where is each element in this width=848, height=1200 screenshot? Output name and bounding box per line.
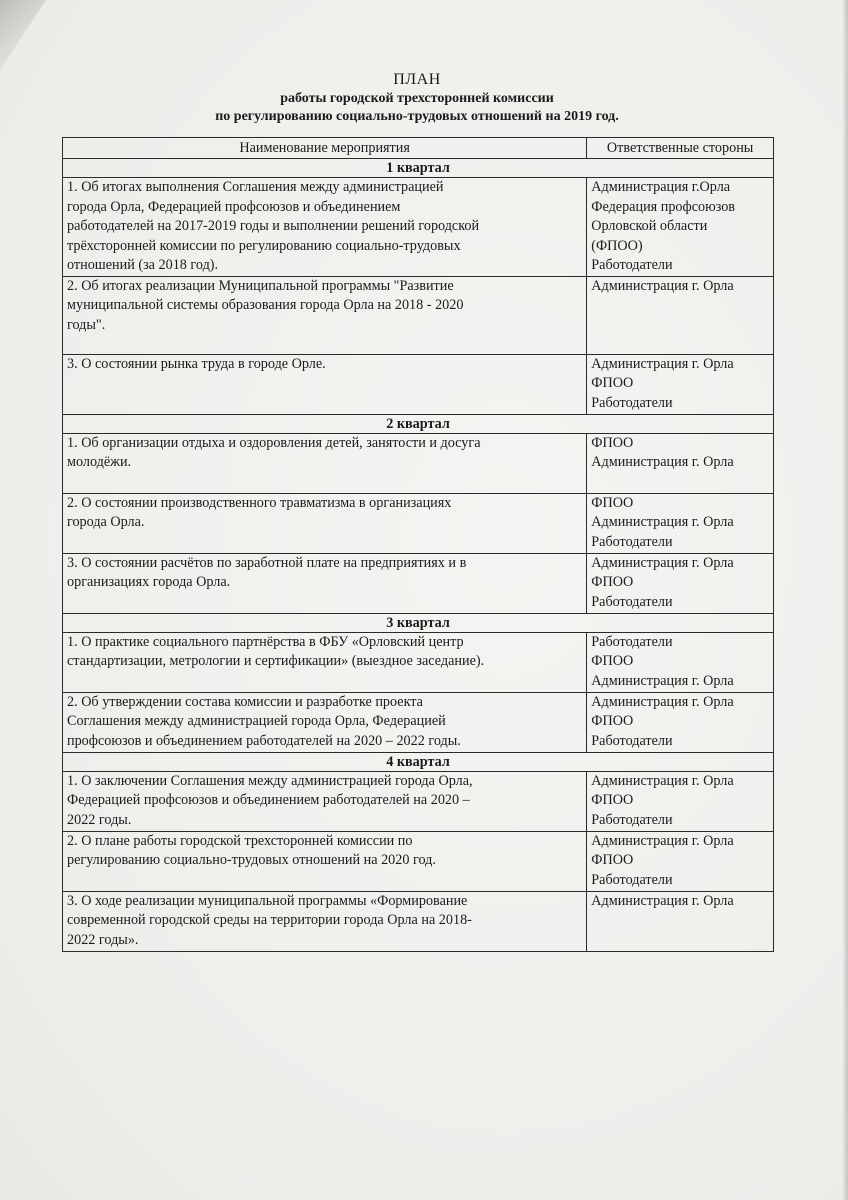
quarter-row xyxy=(63,159,774,178)
plan-table-body xyxy=(63,159,774,952)
event-text-line: стандартизации, метрологии и сертификации» (выездное заседание). xyxy=(67,653,485,669)
event-text-line: работодателей на 2017-2019 годы и выполнении решений городской xyxy=(67,218,480,234)
party-name: Работодатели xyxy=(591,394,673,411)
event-text-line: 3. О состоянии расчётов по заработной плате на предприятиях и в xyxy=(67,554,467,571)
party-name: Работодатели xyxy=(591,593,673,610)
event-text-line: 2. Об итогах реализации Муниципальной программы "Развитие xyxy=(67,277,454,294)
plan-table xyxy=(62,137,774,952)
document-subtitle-line-1: работы городской трехсторонней комиссии xyxy=(280,91,554,106)
page-edge-shadow xyxy=(842,0,848,1200)
party-name: ФПОО xyxy=(591,852,634,868)
party-name: ФПОО xyxy=(591,792,634,808)
parties-cell xyxy=(587,433,774,493)
column-header-event: Наименование мероприятия xyxy=(63,138,587,159)
event-cell xyxy=(63,553,587,613)
event-cell xyxy=(63,831,587,891)
quarter-label: 3 квартал xyxy=(63,613,774,632)
event-text-line: города Орла. xyxy=(67,514,145,530)
event-text-line: муниципальной системы образования города Орла на 2018 - 2020 xyxy=(67,297,464,313)
party-name: Работодатели xyxy=(591,811,673,828)
party-name: Федерация профсоюзов xyxy=(591,198,736,215)
party-name: ФПОО xyxy=(591,713,634,729)
parties-cell xyxy=(587,632,774,692)
table-row xyxy=(63,891,774,951)
party-name: Администрация г. Орла xyxy=(591,514,734,530)
party-name: Администрация г. Орла xyxy=(591,277,734,294)
event-text-line: годы". xyxy=(67,316,106,333)
table-row xyxy=(63,771,774,831)
party-name: Работодатели xyxy=(591,257,673,273)
party-name: Работодатели xyxy=(591,732,673,749)
party-name: ФПОО xyxy=(591,375,634,391)
event-text-line: 2022 годы. xyxy=(67,811,132,828)
document-subtitle-line-2: по регулированию социально-трудовых отношений на 2019 год. xyxy=(215,109,619,124)
event-text-line: 2. Об утверждении состава комиссии и разработке проекта xyxy=(67,693,423,710)
party-name: ФПОО xyxy=(591,494,634,511)
page-corner-fold xyxy=(0,0,46,70)
event-cell xyxy=(63,354,587,414)
table-header-row xyxy=(63,138,774,159)
quarter-row xyxy=(63,613,774,632)
column-header-parties: Ответственные стороны xyxy=(587,138,774,159)
party-name: Работодатели xyxy=(591,871,673,888)
event-cell xyxy=(63,276,587,354)
table-row xyxy=(63,553,774,613)
parties-cell xyxy=(587,493,774,553)
quarter-row xyxy=(63,414,774,433)
party-name: Администрация г. Орла xyxy=(591,693,734,710)
event-text-line: профсоюзов и объединением работодателей на 2020 – 2022 годы. xyxy=(67,732,461,749)
party-name: Администрация г. Орла xyxy=(591,892,734,909)
event-text-line: 1. О заключении Соглашения между администрацией города Орла, xyxy=(67,772,473,789)
table-row xyxy=(63,831,774,891)
party-name: (ФПОО) xyxy=(591,237,643,254)
event-text-line: 2. О плане работы городской трехсторонней комиссии по xyxy=(67,832,413,849)
event-cell xyxy=(63,433,587,493)
parties-cell xyxy=(587,891,774,951)
event-cell xyxy=(63,178,587,277)
party-name: Работодатели xyxy=(591,533,673,550)
quarter-label: 4 квартал xyxy=(63,752,774,771)
event-cell xyxy=(63,692,587,752)
table-row xyxy=(63,692,774,752)
event-text-line: 2. О состоянии производственного травматизма в организациях xyxy=(67,494,452,511)
party-name: Администрация г. Орла xyxy=(591,832,734,849)
party-name: Администрация г.Орла xyxy=(591,179,731,195)
party-name: ФПОО xyxy=(591,434,634,451)
event-text-line: города Орла, Федерацией профсоюзов и объединением xyxy=(67,198,401,215)
party-name: ФПОО xyxy=(591,653,634,669)
event-cell xyxy=(63,632,587,692)
event-text-line: отношений (за 2018 год). xyxy=(67,257,219,273)
event-text-line: регулированию социально-трудовых отношений на 2020 год. xyxy=(67,852,436,868)
party-name: Администрация г. Орла xyxy=(591,672,734,689)
event-text-line: 3. О ходе реализации муниципальной программы «Формирование xyxy=(67,892,468,909)
event-text-line: 3. О состоянии рынка труда в городе Орле. xyxy=(67,355,326,372)
parties-cell xyxy=(587,831,774,891)
event-text-line: трёхсторонней комиссии по регулированию социально-трудовых xyxy=(67,237,461,254)
table-row xyxy=(63,632,774,692)
event-text-line: 2022 годы». xyxy=(67,931,139,948)
document-header xyxy=(60,70,774,126)
parties-cell xyxy=(587,354,774,414)
parties-cell xyxy=(587,276,774,354)
quarter-row xyxy=(63,752,774,771)
parties-cell xyxy=(587,771,774,831)
event-cell xyxy=(63,891,587,951)
parties-cell xyxy=(587,553,774,613)
table-row xyxy=(63,276,774,354)
table-row xyxy=(63,433,774,493)
event-text-line: Федерацией профсоюзов и объединением работодателей на 2020 – xyxy=(67,792,470,808)
table-row xyxy=(63,178,774,277)
party-name: Администрация г. Орла xyxy=(591,355,734,372)
parties-cell xyxy=(587,178,774,277)
event-text-line: Соглашения между администрацией города Орла, Федерацией xyxy=(67,713,446,729)
event-text-line: современной городской среды на территории города Орла на 2018- xyxy=(67,912,472,928)
parties-cell xyxy=(587,692,774,752)
party-name: Администрация г. Орла xyxy=(591,772,734,789)
table-row xyxy=(63,493,774,553)
party-name: Администрация г. Орла xyxy=(591,454,734,470)
event-text-line: 1. О практике социального партнёрства в ФБУ «Орловский центр xyxy=(67,633,464,650)
document-title: ПЛАН xyxy=(393,71,441,88)
event-text-line: 1. Об организации отдыха и оздоровления детей, занятости и досуга xyxy=(67,434,481,451)
event-text-line: молодёжи. xyxy=(67,454,132,470)
quarter-label: 1 квартал xyxy=(63,159,774,178)
party-name: Орловской области xyxy=(591,218,708,234)
party-name: Работодатели xyxy=(591,633,673,650)
event-text-line: 1. Об итогах выполнения Соглашения между администрацией xyxy=(67,179,444,195)
party-name: ФПОО xyxy=(591,574,634,590)
quarter-label: 2 квартал xyxy=(63,414,774,433)
event-cell xyxy=(63,771,587,831)
party-name: Администрация г. Орла xyxy=(591,554,734,571)
table-row xyxy=(63,354,774,414)
event-text-line: организациях города Орла. xyxy=(67,574,231,590)
event-cell xyxy=(63,493,587,553)
